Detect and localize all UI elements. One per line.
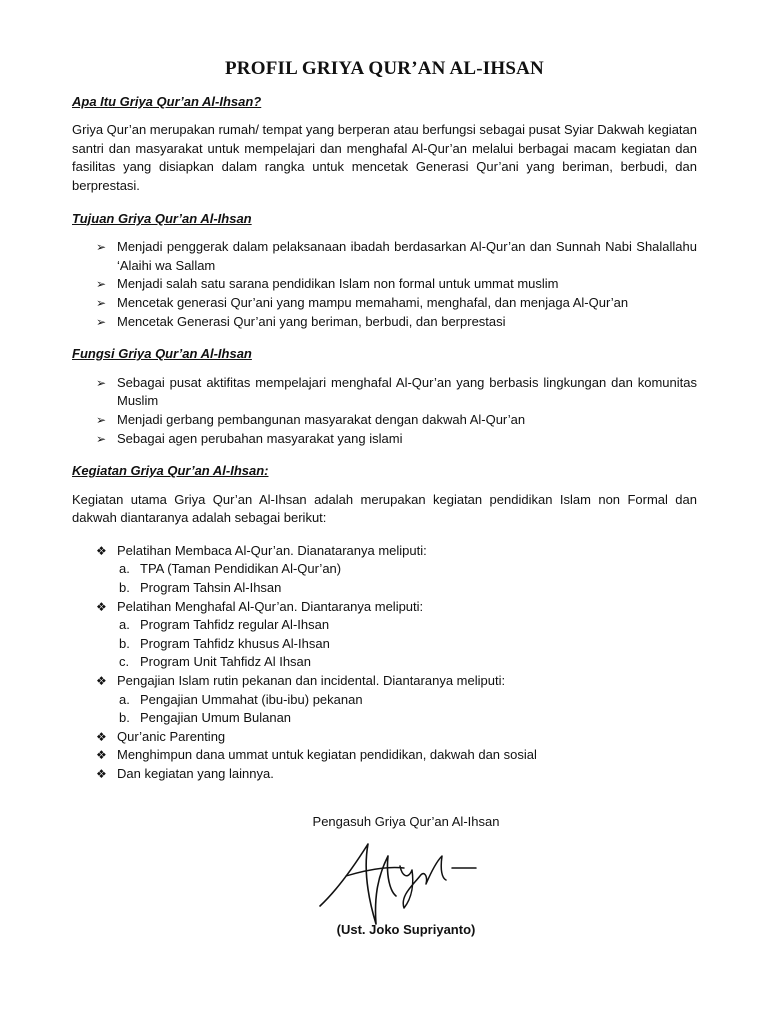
section-paragraph-kegiatan: Kegiatan utama Griya Qur’an Al-Ihsan adalah merupakan kegiatan pendidikan Islam non Formal dan dakwah diantaranya adalah sebagai berikut: (72, 491, 697, 526)
list-item: ❖ Dan kegiatan yang lainnya. (72, 765, 697, 784)
list-item: ❖ Menghimpun dana ummat untuk kegiatan pendidikan, dakwah dan sosial (72, 746, 697, 765)
tujuan-list (72, 238, 697, 331)
list-item: ➢ Mencetak Generasi Qur’ani yang beriman, berbudi, dan berprestasi (72, 313, 697, 332)
list-item: ❖ Pelatihan Membaca Al-Qur’an. Dianataranya meliputi: (72, 542, 697, 561)
diamond-bullet-icon: ❖ (96, 543, 107, 558)
sub-list (72, 616, 697, 672)
diamond-bullet-icon: ❖ (96, 599, 107, 614)
signature-name: (Ust. Joko Supriyanto) (336, 922, 476, 937)
list-item: ➢ Mencetak generasi Qur’ani yang mampu memahami, menghafal, dan menjaga Al-Qur’an (72, 294, 697, 313)
handwritten-signature (316, 836, 480, 926)
list-item: ➢ Menjadi salah satu sarana pendidikan Islam non formal untuk ummat muslim (72, 275, 697, 294)
sub-list-item: a. TPA (Taman Pendidikan Al-Qur’an) (119, 561, 342, 577)
diamond-bullet-icon: ❖ (96, 748, 107, 763)
list-item: ➢ Sebagai agen perubahan masyarakat yang islami (72, 430, 697, 449)
section-paragraph-apa-itu: Griya Qur’an merupakan rumah/ tempat yang berperan atau berfungsi sebagai pusat Syiar Dakwah kegiatan santri dan masyarakat untuk mempelajari dan menghafal Al-Qur’an melalui berbagai macam kegiatan dan fasilitas yang disiapkan dalam rangka untuk mencetak Generasi Qur’ani yang beriman, berbudi, dan berprestasi. (72, 122, 697, 193)
sub-list-item: c. Program Unit Tahfidz Al Ihsan (119, 654, 312, 670)
arrow-bullet-icon: ➢ (96, 277, 107, 292)
diamond-bullet-icon: ❖ (96, 729, 107, 744)
sub-list (72, 560, 697, 597)
sub-list-item: b. Program Tahfidz khusus Al-Ihsan (119, 635, 330, 651)
sub-list-item: a. Program Tahfidz regular Al-Ihsan (119, 617, 330, 633)
list-item: ❖ Pelatihan Menghafal Al-Qur’an. Diantaranya meliputi: (72, 598, 697, 617)
sub-list (72, 691, 697, 728)
sub-list-item: b. Pengajian Umum Bulanan (119, 710, 292, 726)
section-heading-tujuan: Tujuan Griya Qur’an Al-Ihsan (72, 210, 252, 226)
list-item: ➢ Sebagai pusat aktifitas mempelajari menghafal Al-Qur’an yang berbasis lingkungan dan komunitas Muslim (96, 374, 697, 409)
diamond-bullet-icon: ❖ (96, 767, 107, 781)
arrow-bullet-icon: ➢ (96, 240, 107, 255)
section-heading-kegiatan: Kegiatan Griya Qur’an Al-Ihsan: (72, 463, 269, 479)
document-page (72, 60, 697, 798)
kegiatan-list (72, 542, 697, 784)
arrow-bullet-icon: ➢ (96, 375, 107, 390)
fungsi-list (72, 374, 697, 448)
section-heading-fungsi: Fungsi Griya Qur’an Al-Ihsan (72, 346, 252, 362)
list-item: ❖ Qur’anic Parenting (72, 728, 697, 747)
arrow-bullet-icon: ➢ (96, 314, 107, 329)
arrow-bullet-icon: ➢ (96, 295, 107, 310)
arrow-bullet-icon: ➢ (96, 431, 107, 446)
list-item: ➢ Menjadi gerbang pembangunan masyarakat dengan dakwah Al-Qur’an (72, 411, 697, 430)
sub-list-item: b. Program Tahsin Al-Ihsan (119, 580, 282, 596)
section-heading-apa-itu: Apa Itu Griya Qur’an Al-Ihsan? (72, 93, 262, 109)
document-title: PROFIL GRIYA QUR’AN AL-IHSAN (225, 58, 544, 79)
list-item: ❖ Pengajian Islam rutin pekanan dan incidental. Diantaranya meliputi: (72, 672, 697, 691)
diamond-bullet-icon: ❖ (96, 674, 107, 689)
arrow-bullet-icon: ➢ (96, 412, 107, 427)
sub-list-item: a. Pengajian Ummahat (ibu-ibu) pekanan (119, 691, 363, 707)
signature-role: Pengasuh Griya Qur’an Al-Ihsan (312, 814, 500, 829)
list-item: ➢ Menjadi penggerak dalam pelaksanaan ibadah berdasarkan Al-Qur’an dan Sunnah Nabi Shalallahu ‘Alaihi wa Sallam (96, 239, 697, 273)
